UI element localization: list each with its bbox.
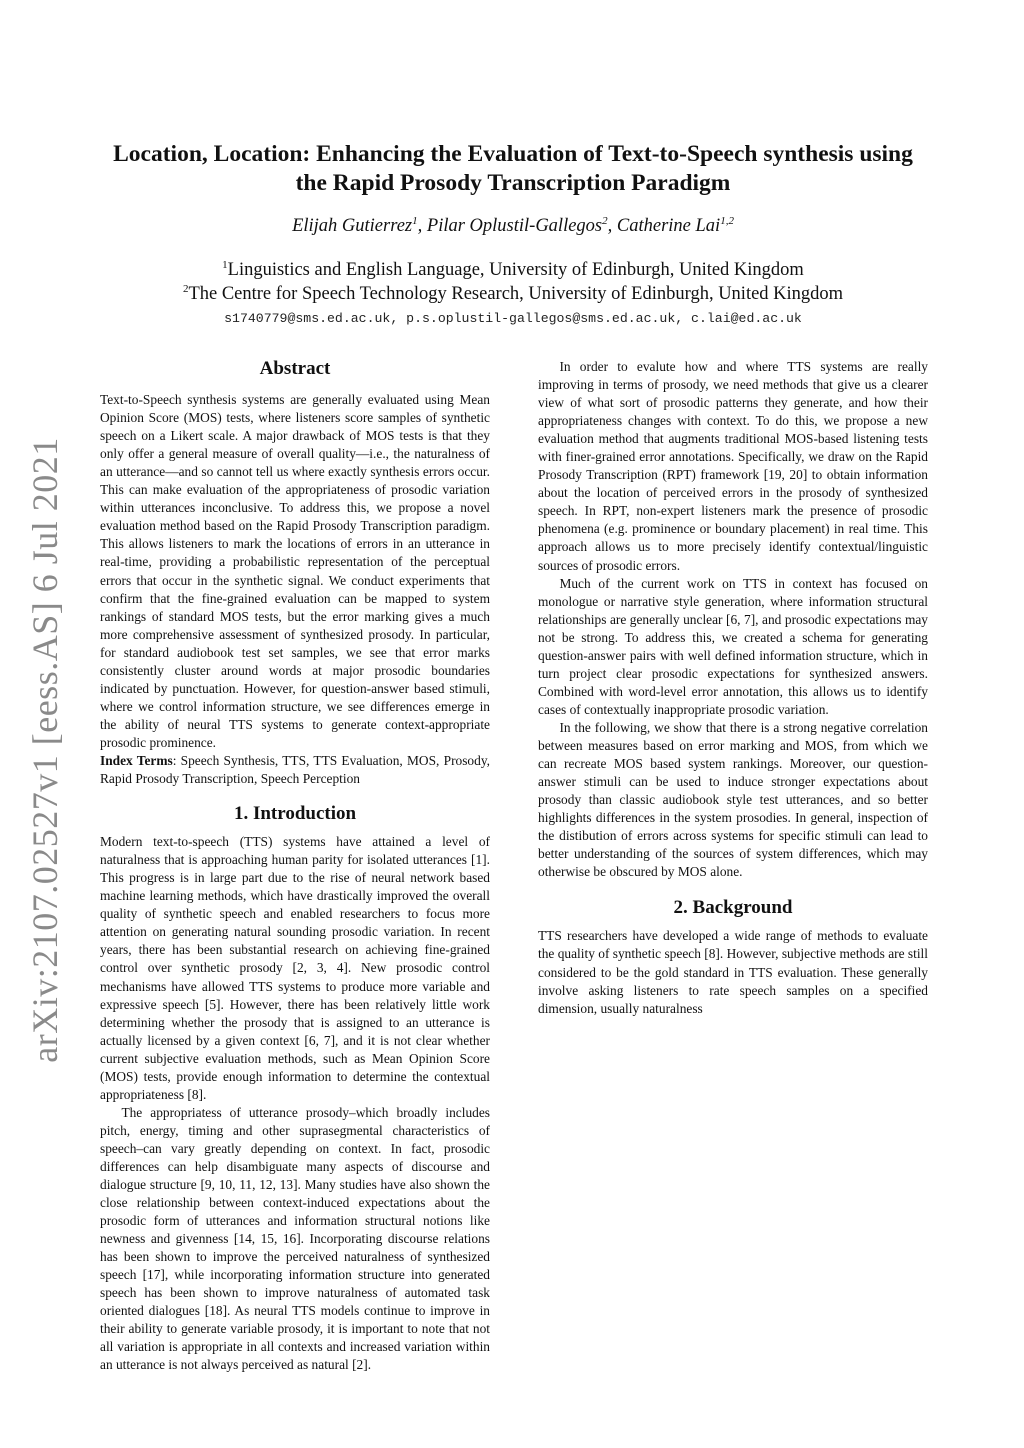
affiliation-mark: 1 bbox=[222, 258, 228, 271]
index-terms bbox=[100, 752, 490, 788]
body-paragraph: Much of the current work on TTS in context has focused on monologue or narrative style generation, where information structural relationships are generally unclear [6, 7], and prosodic expectations may not be strong. To address this, we created a schema for generating question-answer pairs with well defined information structure, which in turn project clear prosodic expectations for synthesized answers. Combined with word-level error annotation, this allows us to identify cases of contextually inappropriate prosodic variation. bbox=[538, 575, 928, 717]
author-affiliation-mark: 1 bbox=[412, 214, 418, 227]
body-paragraph: The appropriatess of utterance prosody–which broadly includes pitch, energy, timing and other suprasegmental characteristics of speech–can vary greatly depending on context. In fact, prosodic differences can help disambiguate many aspects of discourse and dialogue structure [9, 10, 11, 12, 13]. Many studies have also shown the close relationship between context-induced expectations about the prosodic form of utterances and information structural notions like newness and givenness [14, 15, 16]. Incorporating discourse relations has been shown to improve the perceived naturalness of synthesized speech [17], while incorporating information structure into generated speech has been shown to improve naturalness of automated task oriented dialogues [18]. As neural TTS models continue to improve in their ability to generate variable prosody, it is important to note that not all variation is appropriate in all contexts and increased variation within an utterance is not always perceived as natural [2]. bbox=[100, 1104, 490, 1373]
affiliation bbox=[100, 260, 926, 281]
arxiv-id: arXiv:2107.02527v1 [eess.AS] 6 Jul 2021 bbox=[25, 437, 65, 1063]
affiliation bbox=[100, 284, 926, 305]
background-heading: 2. Background bbox=[673, 897, 793, 919]
index-terms-label: Index Terms bbox=[100, 752, 173, 768]
right-column bbox=[538, 358, 928, 1018]
abstract-heading: Abstract bbox=[259, 358, 331, 379]
paper-title: Location, Location: Enhancing the Evaluation of Text-to-Speech synthesis using the Rapid Prosody Transcription Paradigm bbox=[113, 141, 913, 196]
affiliation-mark: 2 bbox=[182, 282, 189, 295]
author-name: Pilar Oplustil-Gallegos bbox=[426, 216, 603, 236]
abstract-text: Text-to-Speech synthesis systems are generally evaluated using Mean Opinion Score (MOS) tests, where listeners score samples of synthetic speech on a Likert scale. A major drawback of MOS tests is that they only offer a general measure of overall quality—i.e., the naturalness of an utterance—and so cannot tell us where exactly synthesis errors occur. This can make evaluation of the appropriateness of prosodic variation within utterances inconclusive. To address this, we propose a novel evaluation method based on the Rapid Prosody Transcription paradigm. This allows listeners to mark the locations of errors in an utterance in real-time, providing a probabilistic representation of the perceptual errors that occur in the synthetic signal. We conduct experiments that confirm that the fine-grained evaluation can be mapped to system rankings of standard MOS tests, but the error marking gives a much more comprehensive assessment of synthesized prosody. In particular, for standard audiobook test set samples, we see that error marks consistently cluster around words at major prosodic boundaries indicated by punctuation. However, for question-answer based stimuli, where we control information structure, we see differences emerge in the ability of neural TTS systems to generate context-appropriate prosodic prominence. bbox=[100, 392, 490, 750]
author-affiliation-mark: 2 bbox=[602, 214, 608, 227]
body-paragraph: TTS researchers have developed a wide range of methods to evaluate the quality of synthetic speech [8]. However, subjective methods are still considered to be the gold standard in TTS evaluation. These generally involve asking listeners to rate speech samples on a specified dimension, usually naturalness bbox=[538, 928, 928, 1016]
affiliation-text: The Centre for Speech Technology Research, University of Edinburgh, United Kingdom bbox=[188, 284, 844, 304]
index-terms-text: : Speech Synthesis, TTS, TTS Evaluation, MOS, Prosody, Rapid Prosody Transcription, Speech Perception bbox=[100, 752, 490, 787]
author-name: Elijah Gutierrez bbox=[292, 216, 413, 236]
body-paragraph: In order to evalute how and where TTS systems are really improving in terms of prosody, we need methods that give us a clearer view of what sort of prosodic patterns they generate, and how their appropriateness changes with context. To do this, we propose a new evaluation method that augments traditional MOS-based listening tests with finer-grained error annotations. Specifically, we draw on the Rapid Prosody Transcription (RPT) framework [19, 20] to obtain information about the location of perceived errors in the prosody of synthesized speech. In RPT, non-expert listeners mark the presence of prosodic phenomena (e.g. prominence or boundary placement) in real time. This approach allows us to more precisely identify contextual/linguistic sources of prosodic errors. bbox=[538, 359, 928, 573]
left-column bbox=[100, 358, 490, 1375]
author-list: Elijah Gutierrez$^1$, Pilar Oplustil-Gallegos$^2$, Catherine Lai$^{1,2}$ bbox=[292, 214, 734, 236]
body-paragraph: In the following, we show that there is a strong negative correlation between measures based on error marking and MOS, from which we can recreate MOS based system rankings. Moreover, our question-answer stimuli can be used to induce stronger expectations about prosody than classic audiobook style test utterances, and so better highlights differences in the system prosodies. In general, inspection of the distibution of errors across systems for specific stimuli can lead to better understanding of the sources of system differences, which may otherwise be obscured by MOS alone. bbox=[538, 719, 928, 880]
author-affiliation-mark: 1,2 bbox=[720, 214, 734, 227]
arxiv-identifier-sidebar bbox=[20, 430, 70, 1070]
affiliation-text: Linguistics and English Language, University of Edinburgh, United Kingdom bbox=[227, 260, 804, 280]
author-emails: s1740779@sms.ed.ac.uk, p.s.oplustil-gallegos@sms.ed.ac.uk, c.lai@ed.ac.uk bbox=[224, 311, 802, 326]
author-name: Catherine Lai bbox=[616, 216, 721, 236]
body-paragraph: Modern text-to-speech (TTS) systems have attained a level of naturalness that is approaching human parity for isolated utterances [1]. This progress is in large part due to the rise of neural network based machine learning methods, which have drastically improved the overall quality of synthetic speech and enabled researchers to focus more attention on generating natural sounding prosodic variation. In recent years, there has been substantial research on achieving fine-grained control over synthetic prosody [2, 3, 4]. New prosodic control mechanisms have allowed TTS systems to produce more variable and expressive speech [5]. However, there has been relatively little work determining whether the prosody that is assigned to an utterance is actually licensed by a given context [6, 7], and it is not clear whether current subjective evaluation methods, such as Mean Opinion Score (MOS) tests, provide enough information to determine the contextual appropriateness [8]. bbox=[100, 834, 490, 1102]
introduction-heading: 1. Introduction bbox=[233, 803, 357, 825]
